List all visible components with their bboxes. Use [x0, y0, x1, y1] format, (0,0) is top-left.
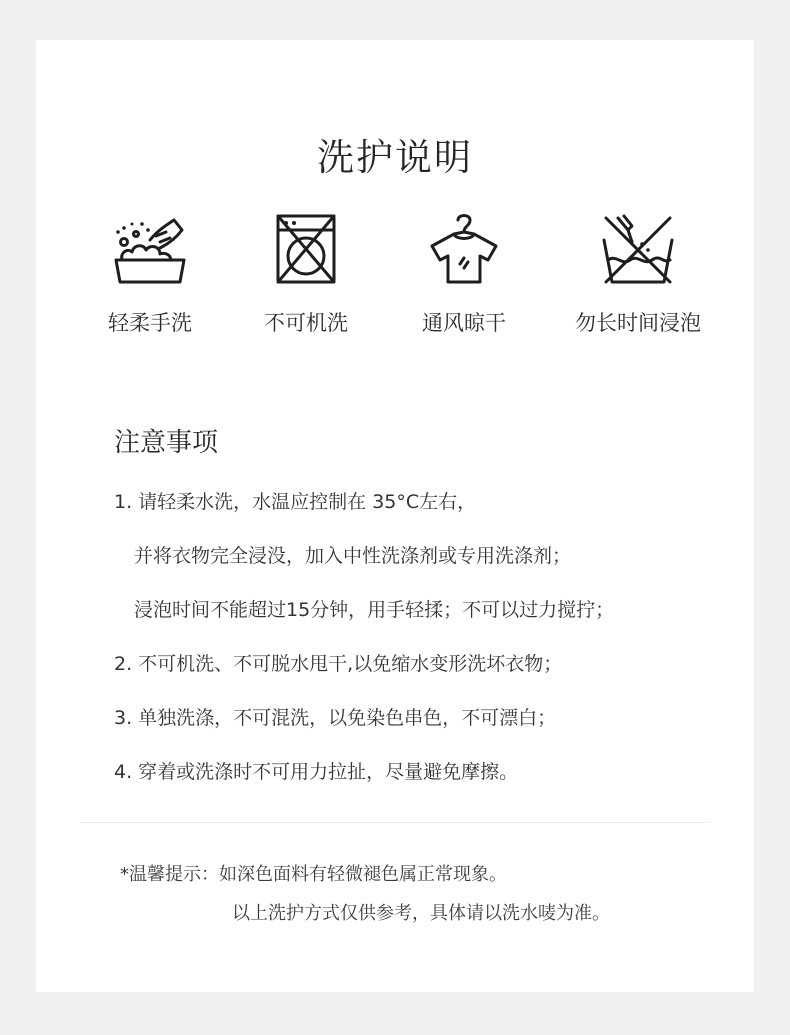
page-title: 洗护说明 [317, 135, 473, 179]
no-machine-wash-icon [266, 210, 346, 288]
care-item-no-soak [548, 210, 728, 338]
note-line: 3. 单独洗涤，不可混洗，以免染色串色，不可漂白； [114, 707, 557, 729]
tip-line-2: 以上洗护方式仅供参考，具体请以洗水唛为准。 [232, 903, 610, 924]
care-item-no-machine-wash [216, 210, 396, 338]
care-label: 不可机洗 [264, 311, 348, 335]
care-label: 通风晾干 [422, 311, 506, 335]
no-soak-icon [598, 210, 678, 288]
divider [80, 822, 710, 823]
hang-dry-icon [424, 210, 504, 288]
care-item-hang-dry [374, 210, 554, 338]
care-item-hand-wash [60, 210, 240, 338]
notes-heading: 注意事项 [114, 428, 219, 458]
note-line: 1. 请轻柔水洗，水温应控制在 35°C左右， [114, 491, 477, 513]
note-line: 浸泡时间不能超过15分钟，用手轻揉；不可以过力搅拧； [134, 599, 615, 621]
tip-line-1: *温馨提示：如深色面料有轻微褪色属正常现象。 [120, 864, 507, 885]
note-line: 并将衣物完全浸没，加入中性洗涤剂或专用洗涤剂； [134, 545, 572, 567]
care-label: 轻柔手洗 [108, 311, 192, 335]
note-line: 2. 不可机洗、不可脱水甩干,以免缩水变形洗坏衣物； [114, 653, 563, 675]
hand-wash-icon [110, 210, 190, 288]
care-label: 勿长时间浸泡 [575, 311, 701, 335]
note-line: 4. 穿着或洗涤时不可用力拉扯，尽量避免摩擦。 [114, 761, 519, 783]
